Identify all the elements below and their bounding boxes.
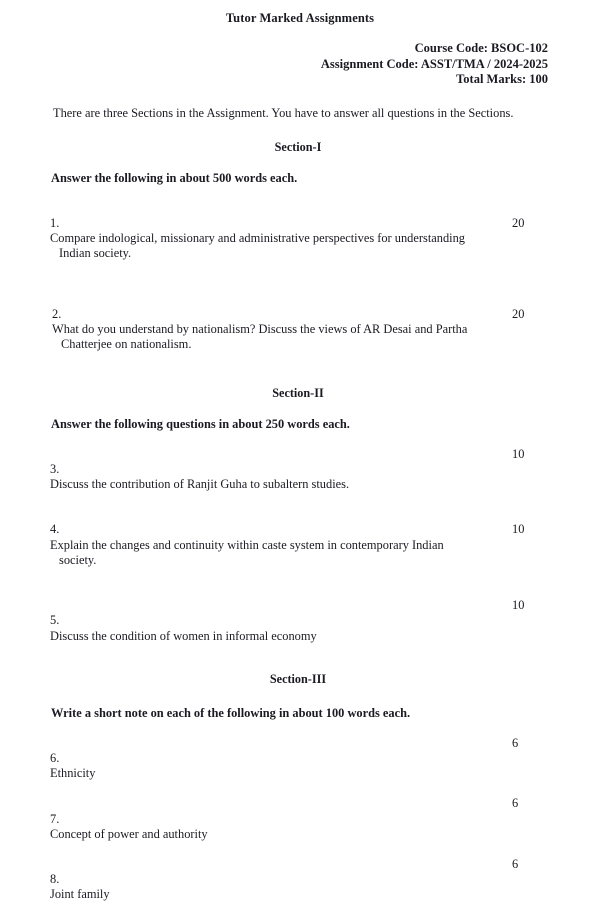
question-text [50,201,505,277]
question-item [0,447,600,493]
section-1-instruction: Answer the following in about 500 words each. [51,170,298,185]
section-2 [0,386,600,644]
question-item [0,857,600,903]
question-marks: 20 [512,215,525,230]
section-1 [0,140,600,368]
question-marks: 10 [512,522,525,537]
question-line-2: society. [59,552,97,567]
question-text [50,598,505,644]
page-title: Tutor Marked Assignments [225,11,375,25]
question-line-1: Discuss the contribution of Ranjit Guha to subaltern studies. [50,476,350,491]
question-line-1: Explain the changes and continuity within caste system in contemporary Indian [50,537,444,552]
question-text [50,796,505,842]
total-marks-line: Total Marks: 100 [456,72,548,86]
question-marks: 6 [512,796,519,811]
question-item [0,292,600,368]
question-number: 6. [50,750,60,765]
question-number: 8. [50,872,60,887]
question-marks: 6 [512,735,519,750]
section-3-question-list [0,736,600,903]
section-3-heading: Section-III [269,671,327,686]
question-line-1: Compare indological, missionary and administrative perspectives for understanding [50,230,465,245]
question-text [52,292,507,368]
question-line-1: Discuss the condition of women in informal economy [50,628,317,643]
question-line-2: Indian society. [59,246,132,261]
section-3 [0,672,600,903]
question-number: 3. [50,461,60,476]
question-text [50,447,505,493]
section-3-instruction: Write a short note on each of the following in about 100 words each. [51,705,411,720]
question-number: 4. [50,522,60,537]
question-item [0,736,600,782]
question-item [0,507,600,583]
question-number: 7. [50,811,60,826]
section-2-heading: Section-II [272,385,324,400]
intro-paragraph: There are three Sections in the Assignment. You have to answer all questions in the Sections. [53,105,514,120]
section-1-question-list [0,201,600,368]
course-meta-block [0,41,600,88]
section-2-instruction: Answer the following questions in about 250 words each. [51,416,350,431]
question-marks: 10 [512,598,525,613]
question-item [0,796,600,842]
question-marks: 20 [512,306,525,321]
section-1-heading: Section-I [274,139,322,154]
question-line-1: Ethnicity [50,766,96,781]
question-text [50,507,505,583]
question-number: 2. [52,306,62,321]
question-line-1: What do you understand by nationalism? Discuss the views of AR Desai and Partha [52,321,468,336]
question-number: 5. [50,613,60,628]
assignment-code-line: Assignment Code: ASST/TMA / 2024-2025 [320,56,548,71]
question-marks: 6 [512,856,519,871]
question-number: 1. [50,215,60,230]
question-item [0,201,600,277]
question-line-1: Joint family [50,887,110,902]
question-item [0,598,600,644]
question-text [50,857,505,903]
question-text [50,736,505,782]
question-marks: 10 [512,446,525,461]
question-line-1: Concept of power and authority [50,826,208,841]
question-line-2: Chatterjee on nationalism. [61,337,192,352]
course-code-line: Course Code: BSOC-102 [414,41,548,55]
section-2-question-list [0,447,600,644]
